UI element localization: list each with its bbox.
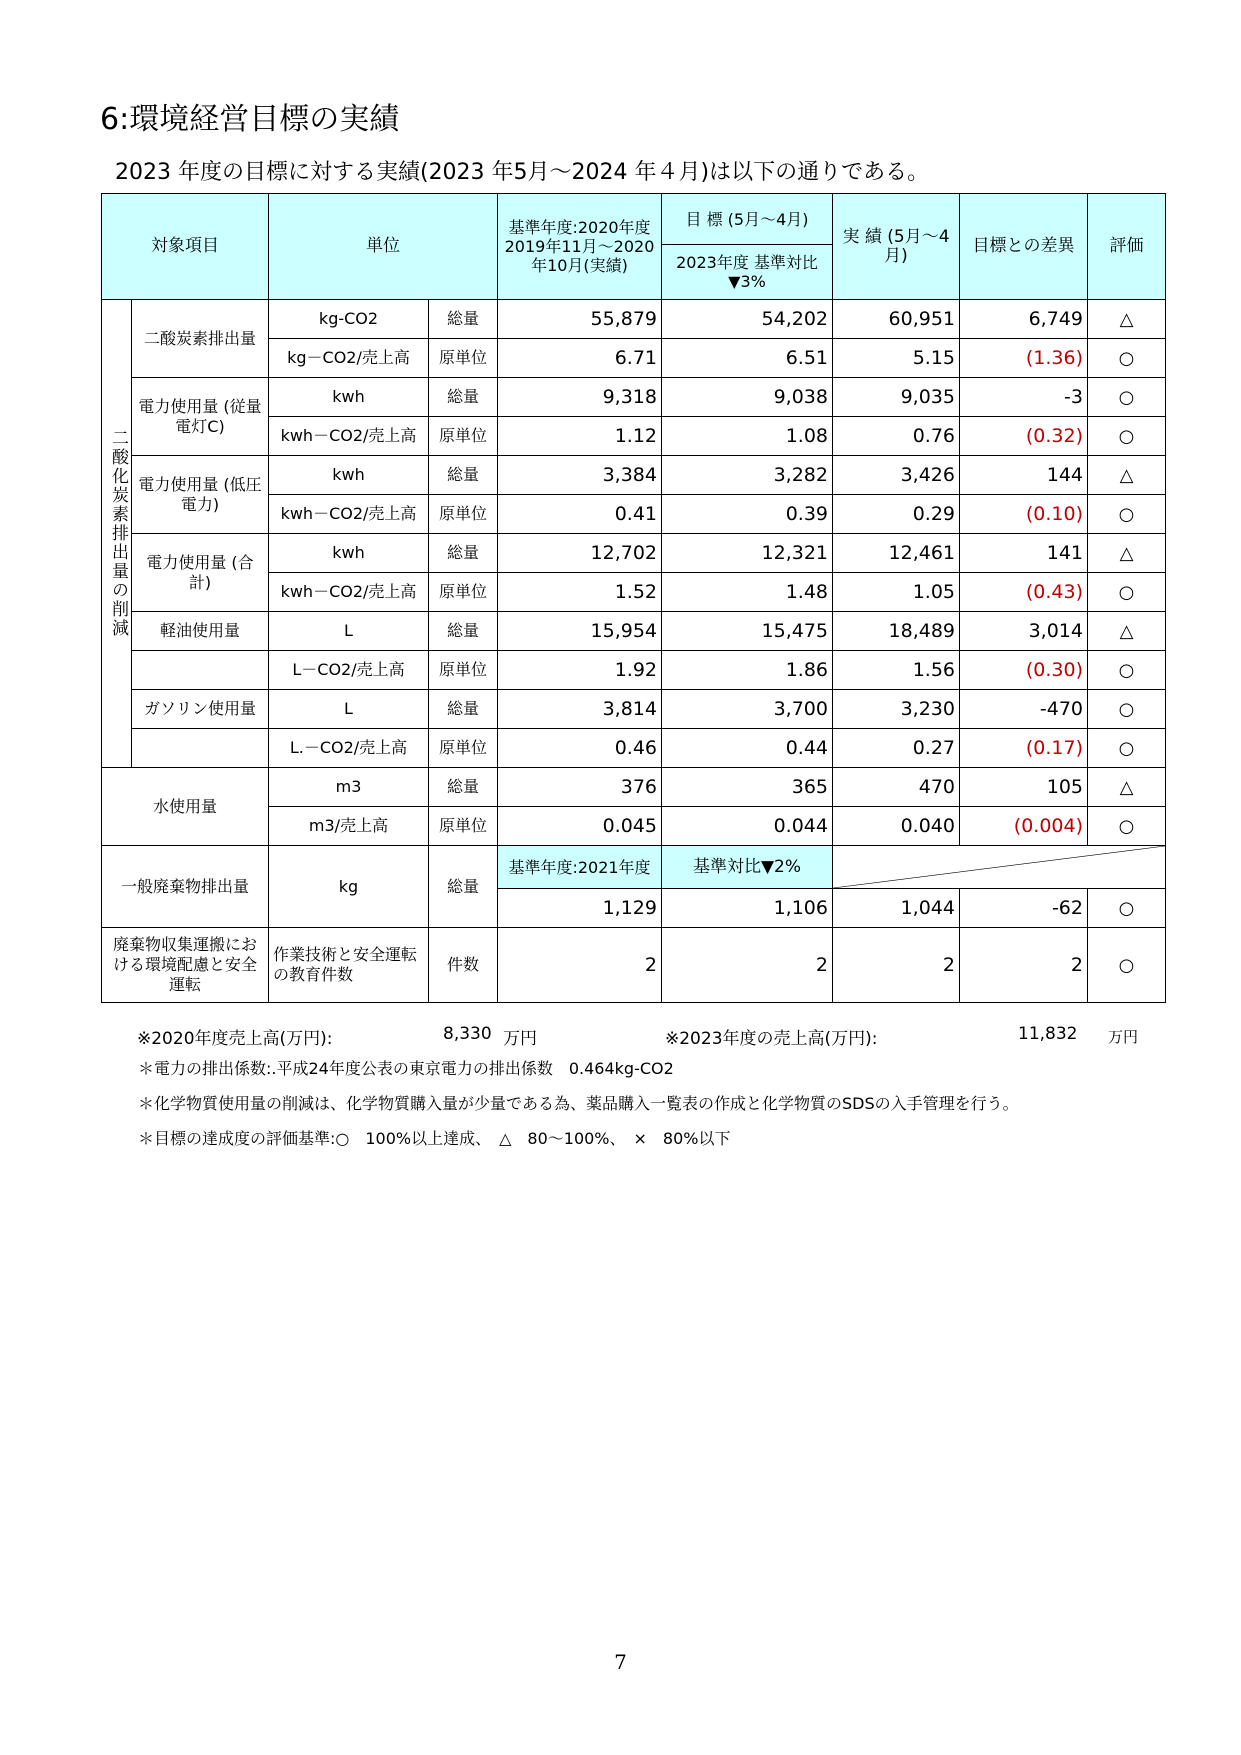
measure-type: 原単位	[429, 417, 498, 456]
measure-type: 原単位	[429, 729, 498, 768]
actual-value: 1.56	[833, 651, 960, 690]
note-chemicals: ＊化学物質使用量の削減は、化学物質購入量が少量である為、薬品購入一覧表の作成と化学物質のSDSの入手管理を行う。	[138, 1094, 1019, 1113]
target-value: 9,038	[662, 378, 833, 417]
actual-value: 3,426	[833, 456, 960, 495]
diff-value: (0.10)	[960, 495, 1088, 534]
actual-value: 470	[833, 768, 960, 807]
unit: L	[269, 690, 429, 729]
unit: kg	[269, 846, 429, 928]
base-value: 1.12	[498, 417, 662, 456]
actual-value: 0.76	[833, 417, 960, 456]
table-row	[102, 768, 1166, 807]
eval-mark: ○	[1088, 495, 1166, 534]
co2-group-label	[102, 300, 132, 768]
base-value: 0.045	[498, 807, 662, 846]
sales-2020-label: ※2020年度売上高(万円):	[137, 1029, 333, 1049]
table-row	[102, 612, 1166, 651]
item-name: 二酸炭素排出量	[132, 300, 269, 378]
base-value: 1.92	[498, 651, 662, 690]
header-base: 基準年度:2020年度 2019年11月～2020年10月(実績)	[498, 194, 662, 300]
measure-type: 原単位	[429, 651, 498, 690]
target-value: 0.044	[662, 807, 833, 846]
header-target-bottom: 2023年度 基準対比▼3%	[662, 245, 833, 300]
diff-value: 2	[960, 928, 1088, 1003]
actual-value: 9,035	[833, 378, 960, 417]
table-row	[102, 690, 1166, 729]
sales-2023-value: 11,832	[1018, 1024, 1078, 1044]
unit: 作業技術と安全運転の教育件数	[269, 928, 429, 1003]
header-item: 対象項目	[102, 194, 269, 300]
actual-value: 0.040	[833, 807, 960, 846]
measure-type: 総量	[429, 300, 498, 339]
actual-value: 18,489	[833, 612, 960, 651]
measure-type: 件数	[429, 928, 498, 1003]
actual-value: 60,951	[833, 300, 960, 339]
item-name	[132, 729, 269, 768]
unit: kg－CO2/売上高	[269, 339, 429, 378]
diff-value: (0.32)	[960, 417, 1088, 456]
base-value: 55,879	[498, 300, 662, 339]
measure-type: 原単位	[429, 495, 498, 534]
diff-value: 141	[960, 534, 1088, 573]
unit: kwh	[269, 534, 429, 573]
diff-value: (0.30)	[960, 651, 1088, 690]
target-value: 12,321	[662, 534, 833, 573]
item-name	[132, 651, 269, 690]
diff-value: 144	[960, 456, 1088, 495]
eval-mark: △	[1088, 612, 1166, 651]
table-row	[102, 651, 1166, 690]
actual-value: 12,461	[833, 534, 960, 573]
target-value: 365	[662, 768, 833, 807]
header-actual: 実 績 (5月～4月)	[833, 194, 960, 300]
table-row	[102, 928, 1166, 1003]
target-value: 15,475	[662, 612, 833, 651]
target-value: 1.08	[662, 417, 833, 456]
table-row	[102, 300, 1166, 339]
item-name: 電力使用量 (従量電灯C)	[132, 378, 269, 456]
unit: kg-CO2	[269, 300, 429, 339]
base-value: 2	[498, 928, 662, 1003]
eval-mark: ○	[1088, 729, 1166, 768]
waste-item-name: 一般廃棄物排出量	[102, 846, 269, 928]
base-value: 0.41	[498, 495, 662, 534]
diff-value: 3,014	[960, 612, 1088, 651]
eval-mark: ○	[1088, 573, 1166, 612]
unit: L.－CO2/売上高	[269, 729, 429, 768]
sales-2020-unit: 万円	[503, 1029, 537, 1049]
eval-mark: ○	[1088, 339, 1166, 378]
target-value: 54,202	[662, 300, 833, 339]
sales-2020-value: 8,330	[443, 1024, 492, 1044]
actual-value: 1,044	[833, 889, 960, 928]
unit: m3/売上高	[269, 807, 429, 846]
target-value: 0.44	[662, 729, 833, 768]
unit: kwh	[269, 378, 429, 417]
diff-value: 105	[960, 768, 1088, 807]
target-value: 1,106	[662, 889, 833, 928]
measure-type: 総量	[429, 846, 498, 928]
sales-2023-unit: 万円	[1108, 1028, 1139, 1046]
results-table	[101, 193, 1166, 1003]
eval-mark: △	[1088, 456, 1166, 495]
base-value: 0.46	[498, 729, 662, 768]
co2-group-label-text: 二酸化炭素排出量の削減	[108, 429, 128, 638]
actual-value: 0.29	[833, 495, 960, 534]
header-row-1	[102, 194, 1166, 245]
note-evaluation-criteria: ＊目標の達成度の評価基準:○ 100%以上達成、 △ 80～100%、 × 80%以下	[138, 1129, 731, 1148]
measure-type: 原単位	[429, 807, 498, 846]
item-name: 軽油使用量	[132, 612, 269, 651]
header-eval: 評価	[1088, 194, 1166, 300]
diagonal-blank	[833, 846, 1166, 889]
eval-mark: △	[1088, 768, 1166, 807]
base-value: 12,702	[498, 534, 662, 573]
base-value: 9,318	[498, 378, 662, 417]
base-value: 1.52	[498, 573, 662, 612]
base-value: 3,384	[498, 456, 662, 495]
eval-mark: △	[1088, 534, 1166, 573]
eval-mark: △	[1088, 300, 1166, 339]
actual-value: 5.15	[833, 339, 960, 378]
measure-type: 総量	[429, 378, 498, 417]
diff-value: -3	[960, 378, 1088, 417]
item-name: ガソリン使用量	[132, 690, 269, 729]
base-value: 15,954	[498, 612, 662, 651]
header-unit: 単位	[269, 194, 498, 300]
header-diff: 目標との差異	[960, 194, 1088, 300]
diff-value: (0.004)	[960, 807, 1088, 846]
unit: kwh	[269, 456, 429, 495]
actual-value: 3,230	[833, 690, 960, 729]
measure-type: 原単位	[429, 573, 498, 612]
actual-value: 0.27	[833, 729, 960, 768]
base-value: 6.71	[498, 339, 662, 378]
eval-mark: ○	[1088, 417, 1166, 456]
table-row	[102, 846, 1166, 889]
transport-item-name: 廃棄物収集運搬における環境配慮と安全運転	[102, 928, 269, 1003]
unit: L	[269, 612, 429, 651]
eval-mark: ○	[1088, 889, 1166, 928]
page-title: 6:環境経営目標の実績	[100, 102, 400, 137]
measure-type: 総量	[429, 534, 498, 573]
diff-value: -470	[960, 690, 1088, 729]
target-value: 3,700	[662, 690, 833, 729]
measure-type: 総量	[429, 768, 498, 807]
diff-value: (0.43)	[960, 573, 1088, 612]
eval-mark: ○	[1088, 690, 1166, 729]
table-row	[102, 456, 1166, 495]
table-row	[102, 729, 1166, 768]
diff-value: (0.17)	[960, 729, 1088, 768]
base-value: 3,814	[498, 690, 662, 729]
header-target-top: 目 標 (5月～4月)	[662, 194, 833, 245]
item-name: 電力使用量 (合計)	[132, 534, 269, 612]
measure-type: 総量	[429, 690, 498, 729]
unit: kwh－CO2/売上高	[269, 417, 429, 456]
eval-mark: ○	[1088, 807, 1166, 846]
diagonal-line	[833, 846, 1165, 888]
unit: L－CO2/売上高	[269, 651, 429, 690]
waste-target-label: 基準対比▼2%	[662, 846, 833, 889]
target-value: 2	[662, 928, 833, 1003]
waste-base-label: 基準年度:2021年度	[498, 846, 662, 889]
table-row	[102, 534, 1166, 573]
page-subtitle: 2023 年度の目標に対する実績(2023 年5月～2024 年４月)は以下の通りである。	[115, 160, 930, 185]
unit: kwh－CO2/売上高	[269, 573, 429, 612]
eval-mark: ○	[1088, 378, 1166, 417]
measure-type: 総量	[429, 456, 498, 495]
base-value: 376	[498, 768, 662, 807]
diff-value: -62	[960, 889, 1088, 928]
target-value: 0.39	[662, 495, 833, 534]
actual-value: 2	[833, 928, 960, 1003]
base-value: 1,129	[498, 889, 662, 928]
sales-2023-label: ※2023年度の売上高(万円):	[665, 1029, 878, 1049]
target-value: 6.51	[662, 339, 833, 378]
measure-type: 総量	[429, 612, 498, 651]
eval-mark: ○	[1088, 928, 1166, 1003]
item-name: 電力使用量 (低圧電力)	[132, 456, 269, 534]
target-value: 3,282	[662, 456, 833, 495]
table-row	[102, 378, 1166, 417]
diff-value: (1.36)	[960, 339, 1088, 378]
actual-value: 1.05	[833, 573, 960, 612]
measure-type: 原単位	[429, 339, 498, 378]
note-emission-factor: ＊電力の排出係数:.平成24年度公表の東京電力の排出係数 0.464kg-CO2	[138, 1059, 674, 1078]
water-item-name: 水使用量	[102, 768, 269, 846]
target-value: 1.86	[662, 651, 833, 690]
target-value: 1.48	[662, 573, 833, 612]
eval-mark: ○	[1088, 651, 1166, 690]
unit: m3	[269, 768, 429, 807]
unit: kwh－CO2/売上高	[269, 495, 429, 534]
page-number: 7	[614, 1650, 627, 1674]
diff-value: 6,749	[960, 300, 1088, 339]
